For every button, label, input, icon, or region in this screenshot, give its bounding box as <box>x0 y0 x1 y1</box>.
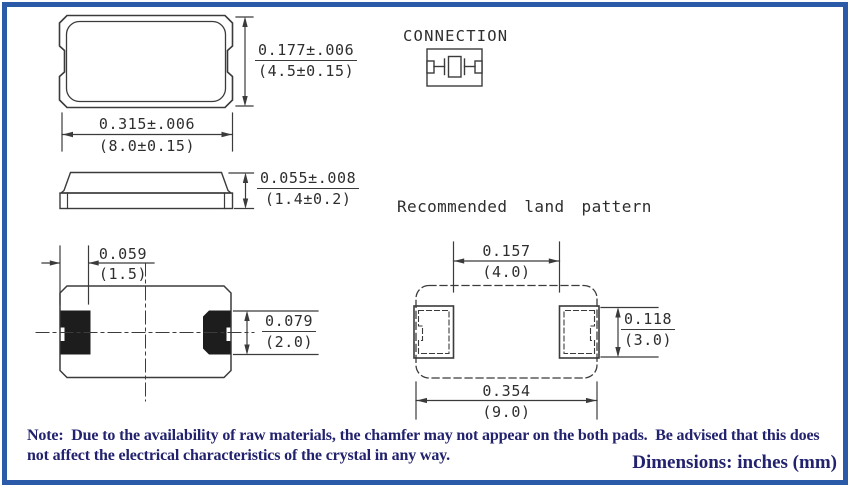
side-view <box>60 173 254 210</box>
package-outer-outline <box>60 16 233 108</box>
arrowhead-down <box>242 96 247 107</box>
arrowhead-right <box>549 258 559 263</box>
dim-value-inches: 0.055±.008 <box>257 170 359 189</box>
dim-label-land-gap-inches: 0.157 <box>482 242 531 260</box>
arrowhead-up <box>615 307 620 318</box>
dim-label-body-thickness <box>257 170 359 208</box>
dim-value-inches: 0.118 <box>621 311 675 330</box>
arrowhead-left <box>454 258 464 263</box>
base-profile <box>60 193 233 209</box>
dim-value-inches: 0.079 <box>262 313 316 332</box>
arrowhead-down <box>243 199 248 210</box>
connection-title: CONNECTION <box>403 27 509 45</box>
arrowhead-right <box>586 398 597 403</box>
lid-profile <box>61 173 231 194</box>
dim-label-land-gap-mm: (4.0) <box>482 263 531 281</box>
note-text-line-2: not affect the electrical characteristics of the crystal in any way. <box>27 447 450 464</box>
crystal-pad-projection-left <box>419 311 450 354</box>
dim-label-pad-height <box>262 313 316 351</box>
dim-value-inches: 0.177±.006 <box>255 42 357 61</box>
land-pattern-title: Recommended land pattern <box>397 197 652 216</box>
connection-outline <box>427 49 482 86</box>
dim-label-pad-width-inches: 0.059 <box>98 245 148 263</box>
crystal-element <box>449 57 462 78</box>
dim-value-mm: (1.4±0.2) <box>264 190 352 208</box>
package-outline-dashed <box>416 286 597 379</box>
dim-label-pad-width-mm: (1.5) <box>98 265 148 283</box>
dim-label-land-width-mm: (9.0) <box>482 403 531 421</box>
arrowhead-up <box>243 173 248 184</box>
note-text-line-1: Note: Due to the availability of raw materials, the chamfer may not appear on the both pads. Be advised that this does <box>27 427 820 444</box>
dim-label-body-height <box>255 42 357 80</box>
dim-label-body-width-inches: 0.315±.006 <box>98 115 196 133</box>
arrowhead-up <box>244 311 249 322</box>
terminal-right <box>475 61 482 73</box>
dim-label-land-height <box>621 311 675 349</box>
dim-label-body-width-mm: (8.0±0.15) <box>98 137 196 155</box>
land-pad-left <box>414 306 454 358</box>
arrowhead-down <box>615 347 620 358</box>
dim-value-mm: (3.0) <box>624 331 673 349</box>
dim-value-mm: (4.5±0.15) <box>258 62 355 80</box>
units-label: Dimensions: inches (mm) <box>632 452 837 473</box>
package-inner-outline <box>67 22 226 102</box>
dim-value-mm: (2.0) <box>265 333 314 351</box>
arrowhead-right <box>50 260 60 265</box>
connection-symbol <box>427 49 482 86</box>
arrowhead-up <box>242 17 247 28</box>
land-pad-right <box>560 306 600 358</box>
crystal-pad-projection-right <box>564 311 595 354</box>
arrowhead-down <box>244 345 249 356</box>
dim-label-land-width-inches: 0.354 <box>482 382 531 400</box>
terminal-left <box>427 61 434 73</box>
arrowhead-left <box>417 398 428 403</box>
